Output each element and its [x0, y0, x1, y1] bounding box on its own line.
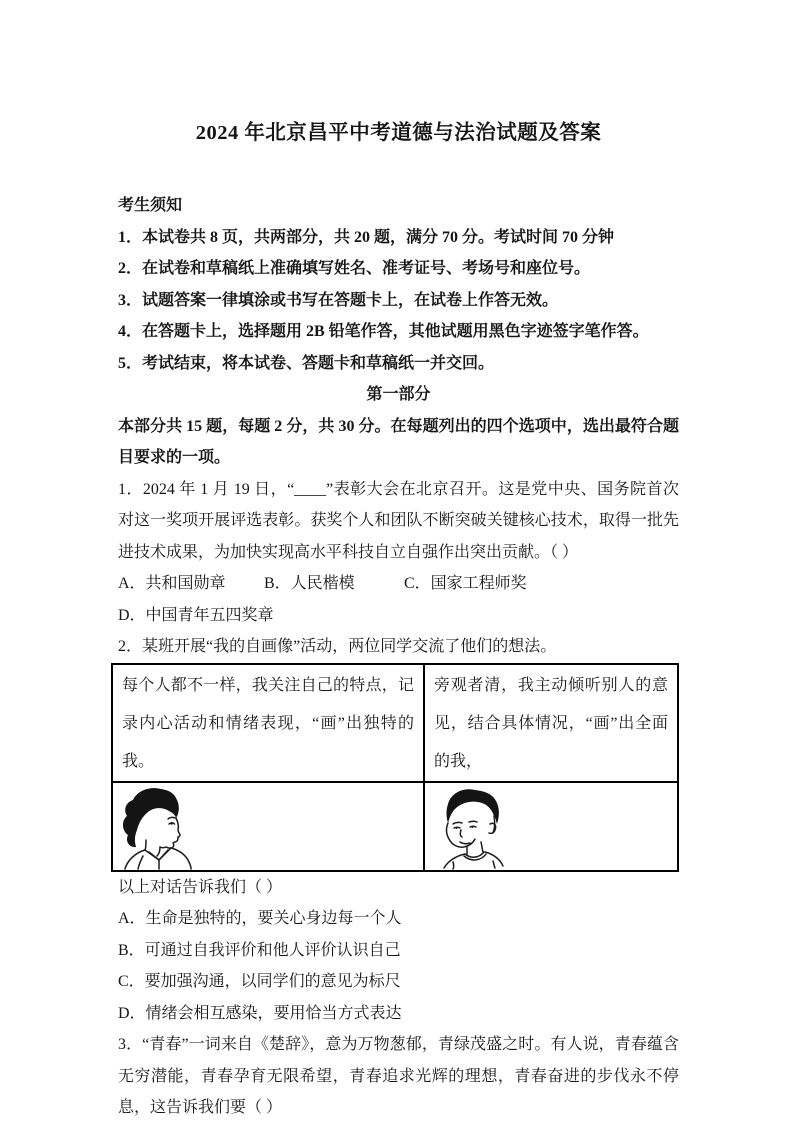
- question-2-prompt: 以上对话告诉我们（ ）: [118, 878, 283, 896]
- boy-portrait-illustration-icon: [431, 786, 523, 870]
- question-3-text: 3．“青春”一词来自《楚辞》，意为万物葱郁，青绿茂盛之时。有人说，青春蕴含无穷潜能，青春孕育无限希望，青春追求光辉的理想，青春奋进的步伐永不停息，这告诉我们要（ ）: [118, 1036, 679, 1116]
- question-2-table: [111, 663, 679, 872]
- table-cell-boy-statement: 旁观者清，我主动倾听别人的意见，结合具体情况，“画”出全面的我，: [424, 664, 678, 782]
- notice-section: [118, 190, 679, 379]
- part-one-heading: 第一部分: [366, 386, 431, 403]
- table-cell-girl-image: [112, 782, 424, 871]
- table-cell-girl-statement: 每个人都不一样，我关注自己的特点，记录内心活动和情绪表现，“画”出独特的我。: [112, 664, 424, 782]
- table-cell-boy-image: [424, 782, 678, 871]
- notice-item-3: 3．试题答案一律填涂或书写在答题卡上，在试卷上作答无效。: [118, 291, 559, 309]
- table-image-row: [112, 782, 678, 871]
- q1-option-d: D．中国青年五四奖章: [118, 606, 274, 624]
- notice-item-5: 5．考试结束，将本试卷、答题卡和草稿纸一并交回。: [118, 354, 495, 372]
- document-title: 2024 年北京昌平中考道德与法治试题及答案: [195, 122, 602, 144]
- notice-item-2: 2．在试卷和草稿纸上准确填写姓名、准考证号、考场号和座位号。: [118, 260, 591, 277]
- q2-option-b: B．可通过自我评价和他人评价认识自己: [118, 941, 401, 959]
- q1-option-a: A．共和国勋章: [118, 575, 226, 592]
- notice-heading: 考生须知: [118, 197, 183, 214]
- question-1-text: 1．2024 年 1 月 19 日，“____”表彰大会在北京召开。这是党中央、国务院首次对这一奖项开展评选表彰。获奖个人和团队不断突破关键核心技术，取得一批先进技术成果，为加快实现高水平科技自立自强作出突出贡献。（ ）: [118, 480, 679, 561]
- q2-option-a: A．生命是独特的，要关心身边每一个人: [118, 910, 402, 927]
- q2-option-c: C．要加强沟通，以同学们的意见为标尺: [118, 973, 401, 990]
- q1-option-c: C．国家工程师奖: [404, 575, 527, 592]
- question-1-options: [118, 568, 679, 631]
- table-text-row: [112, 664, 678, 782]
- girl-portrait-illustration-icon: [119, 786, 211, 870]
- notice-item-4: 4．在答题卡上，选择题用 2B 铅笔作答，其他试题用黑色字迹签字笔作答。: [118, 323, 649, 340]
- question-2-text: 2．某班开展“我的自画像”活动，两位同学交流了他们的想法。: [118, 638, 557, 655]
- notice-item-1: 1．本试卷共 8 页，共两部分，共 20 题，满分 70 分。考试时间 70 分钟: [118, 228, 615, 246]
- part-one-intro: 本部分共 15 题，每题 2 分，共 30 分。在每题列出的四个选项中，选出最符合题目要求的一项。: [118, 417, 679, 466]
- q2-option-d: D．情绪会相互感染，要用恰当方式表达: [118, 1004, 402, 1022]
- q1-option-b: B．人民楷模: [264, 575, 355, 592]
